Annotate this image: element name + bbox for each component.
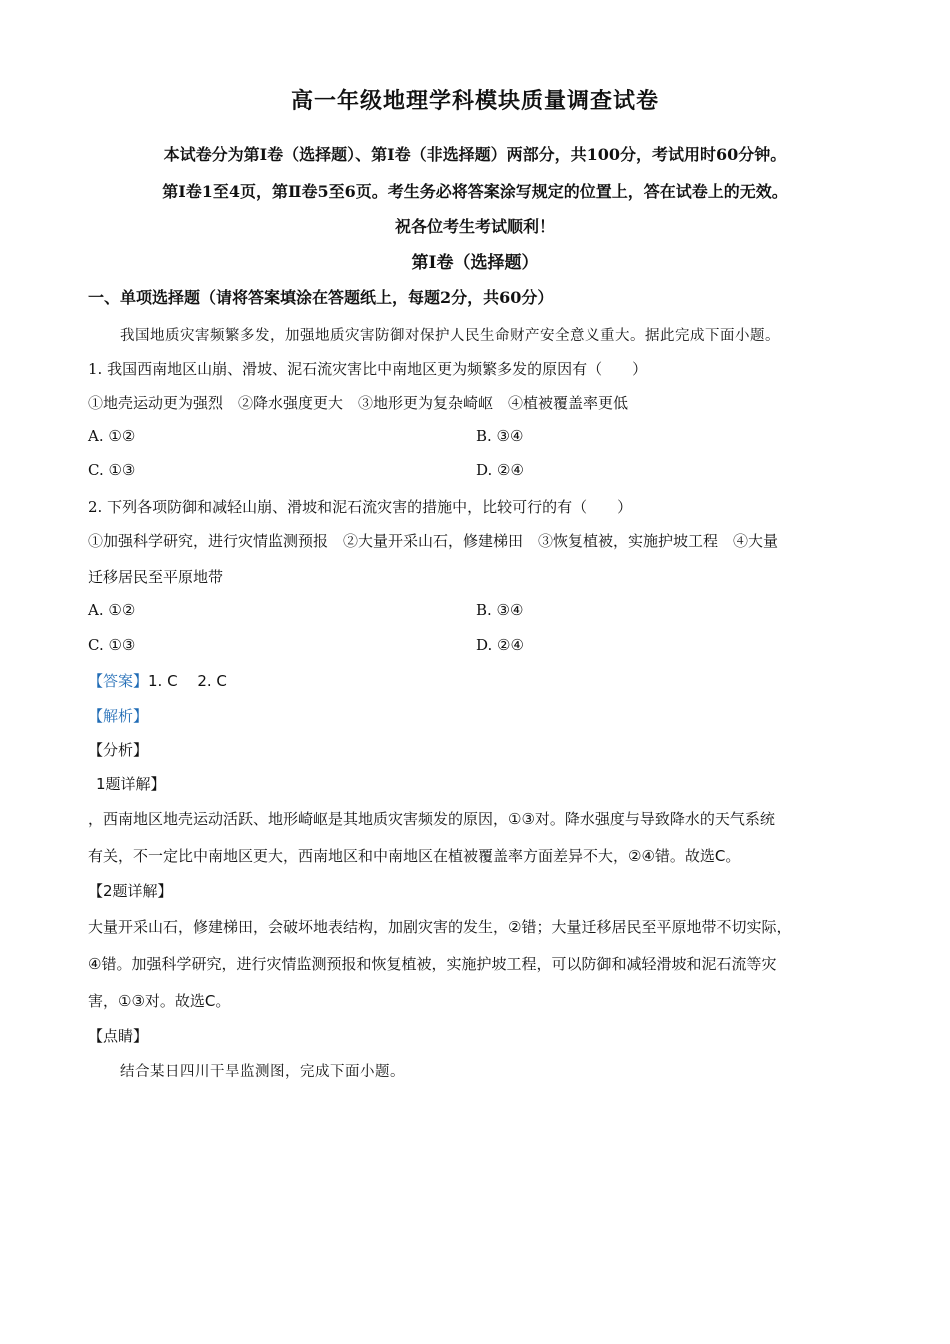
q2-option-a: A. ①② [88,601,136,619]
dianjing-label: 【点睛】 [88,1027,149,1045]
detail-1-line-2: 有关，不一定比中南地区更大，西南地区和中南地区在植被覆盖率方面差异不大，②④错。故选C。 [88,847,741,865]
intro-line-3: 祝各位考生考试顺利！ [394,217,555,236]
answer-row [88,670,227,691]
detail-2-line-1: 大量开采山石，修建梯田，会破坏地表结构，加剧灾害的发生，②错；大量迁移居民至平原地带不切实际， [88,918,792,936]
q1-option-d: D. ②④ [476,461,524,479]
fenxi-label: 【分析】 [88,741,149,759]
detail-1-label: 1题详解】 [96,775,166,793]
answer-text: 1. C 2. C [148,672,227,690]
detail-2-label: 【2题详解】 [88,882,173,900]
lead-paragraph-1: 我国地质灾害频繁多发，加强地质灾害防御对保护人民生命财产安全意义重大。据此完成下面小题。 [120,328,780,344]
part-title: 一、单项选择题（请将答案填涂在答题纸上，每题2分，共60分） [88,288,554,307]
section-title: 第Ⅰ卷（选择题） [411,253,539,273]
q2-option-d: D. ②④ [476,636,524,654]
q1-stem: 1. 我国西南地区山崩、滑坡、泥石流灾害比中南地区更为频繁多发的原因有（ ） [88,360,648,378]
q2-items-line-1: ①加强科学研究，进行灾情监测预报 ②大量开采山石，修建梯田 ③恢复植被，实施护坡工程 ④大量 [88,532,779,550]
intro-line-2: 第Ⅰ卷1至4页，第Ⅱ卷5至6页。考生务必将答案涂写规定的位置上，答在试卷上的无效。 [162,182,788,201]
q1-option-a: A. ①② [88,427,136,445]
q2-items-line-2: 迁移居民至平原地带 [88,568,224,586]
q2-option-b: B. ③④ [476,601,524,619]
q1-items: ①地壳运动更为强烈 ②降水强度更大 ③地形更为复杂崎岖 ④植被覆盖率更低 [88,394,629,412]
q1-option-c: C. ①③ [88,461,136,479]
answer-label: 【答案】 [88,672,149,690]
exam-title: 高一年级地理学科模块质量调查试卷 [290,88,659,114]
analysis-label: 【解析】 [88,707,149,725]
detail-2-line-2: ④错。加强科学研究，进行灾情监测预报和恢复植被，实施护坡工程，可以防御和减轻滑坡和泥石流等灾 [88,955,777,973]
q2-option-c: C. ①③ [88,636,136,654]
detail-1-line-1: ，西南地区地壳运动活跃、地形崎岖是其地质灾害频发的原因，①③对。降水强度与导致降水的天气系统 [88,810,775,828]
q2-stem: 2. 下列各项防御和减轻山崩、滑坡和泥石流灾害的措施中，比较可行的有（ ） [88,498,633,516]
q1-option-b: B. ③④ [476,427,524,445]
detail-2-line-3: 害，①③对。故选C。 [88,992,231,1010]
lead-paragraph-2: 结合某日四川干旱监测图，完成下面小题。 [120,1064,405,1080]
intro-line-1: 本试卷分为第Ⅰ卷（选择题）、第Ⅰ卷（非选择题）两部分，共100分，考试用时60分钟。 [163,145,787,164]
